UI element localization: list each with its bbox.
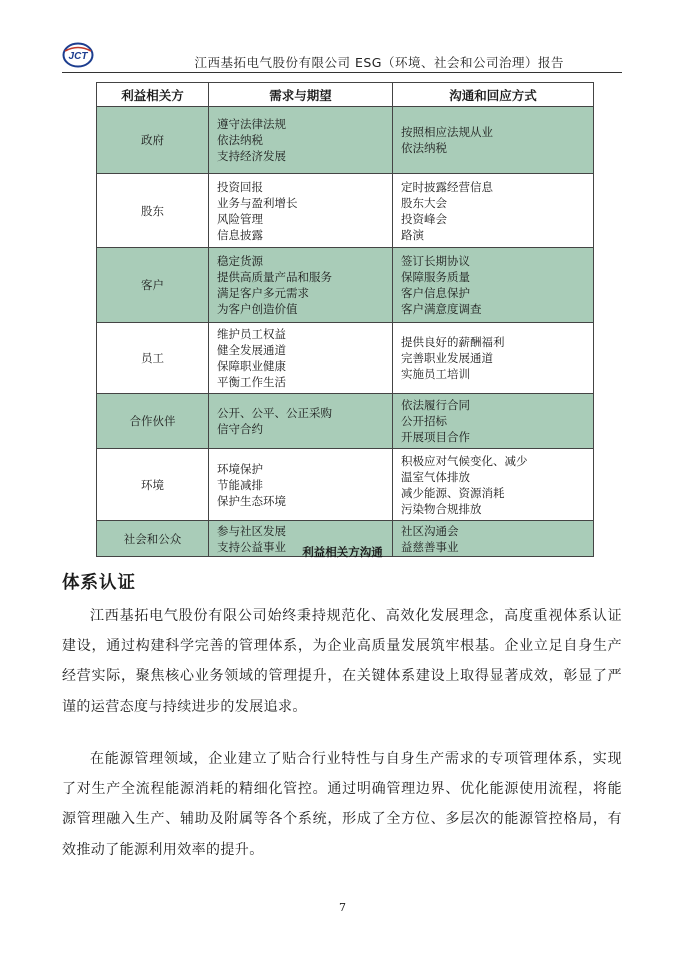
stakeholder-cell: 合作伙伴 (97, 394, 209, 449)
company-logo-icon (62, 42, 94, 68)
response-item: 定时披露经营信息 (400, 179, 493, 194)
table-row (97, 248, 594, 323)
table-caption: 利益相关方沟通 (302, 545, 383, 559)
table-row (97, 394, 594, 449)
page-header (62, 44, 622, 73)
response-item: 依法履行合同 (400, 398, 470, 412)
response-item: 按照相应法规从业 (400, 125, 493, 139)
response-cell (392, 449, 593, 521)
need-item: 健全发展通道 (217, 343, 286, 357)
response-item: 温室气体排放 (400, 469, 470, 484)
response-item: 积极应对气候变化、减少 (400, 453, 528, 468)
response-item: 客户信息保护 (400, 286, 470, 300)
need-item: 环境保护 (217, 461, 263, 476)
stakeholder-cell: 股东 (97, 174, 209, 248)
response-item: 完善职业发展通道 (400, 351, 493, 365)
table-row (97, 323, 594, 394)
need-item: 节能减排 (217, 477, 263, 492)
response-item: 保障服务质量 (400, 270, 470, 284)
need-item: 支持经济发展 (217, 149, 286, 163)
stakeholder-cell: 社会和公众 (97, 521, 209, 557)
response-cell (392, 174, 593, 248)
body-paragraph: 在能源管理领域，企业建立了贴合行业特性与自身生产需求的专项管理体系，实现了对生产全流程能源消耗的精细化管控。通过明确管理边界、优化能源使用流程，将能源管理融入生产、辅助及附属等各个系统，形成了全方位、多层次的能源管控格局，有效推动了能源利用效率的提升。 (62, 751, 622, 858)
response-item: 公开招标 (400, 414, 447, 428)
stakeholder-cell: 环境 (97, 449, 209, 521)
header-title: 江西基拓电气股份有限公司 ESG（环境、社会和公司治理）报告 (194, 55, 564, 70)
response-cell (392, 248, 593, 323)
needs-cell (209, 449, 393, 521)
column-header: 沟通和回应方式 (392, 83, 593, 107)
table-row (97, 174, 594, 248)
need-item: 稳定货源 (217, 254, 263, 268)
need-item: 依法纳税 (217, 133, 263, 147)
page-number: 7 (339, 901, 346, 914)
needs-cell (209, 107, 393, 174)
needs-cell (209, 174, 393, 248)
need-item: 保障职业健康 (217, 359, 286, 373)
table-row (97, 107, 594, 174)
need-item: 信息披露 (217, 227, 263, 242)
stakeholder-cell: 员工 (97, 323, 209, 394)
section-title: 体系认证 (62, 573, 136, 593)
response-cell (392, 107, 593, 174)
response-item: 开展项目合作 (400, 430, 470, 444)
need-item: 参与社区发展 (217, 523, 286, 538)
response-item: 签订长期协议 (400, 254, 470, 268)
need-item: 为客户创造价值 (217, 302, 298, 316)
response-item: 依法纳税 (400, 141, 447, 155)
company-logo (62, 42, 94, 68)
need-item: 投资回报 (217, 179, 263, 194)
response-item: 社区沟通会 (400, 523, 459, 538)
table-row (97, 449, 594, 521)
logo-text: JCT (68, 51, 88, 62)
response-item: 投资峰会 (400, 211, 447, 226)
response-item: 实施员工培训 (400, 367, 470, 381)
column-header: 利益相关方 (97, 83, 209, 107)
needs-cell (209, 323, 393, 394)
need-item: 风险管理 (217, 211, 263, 226)
response-item: 益慈善事业 (400, 539, 459, 554)
need-item: 维护员工权益 (217, 327, 286, 341)
need-item: 信守合约 (217, 422, 263, 436)
response-item: 污染物合规排放 (400, 501, 482, 516)
column-header: 需求与期望 (209, 83, 393, 107)
need-item: 遵守法律法规 (217, 117, 286, 131)
response-item: 减少能源、资源消耗 (400, 485, 505, 500)
need-item: 提供高质量产品和服务 (217, 270, 332, 284)
need-item: 公开、公平、公正采购 (217, 406, 332, 420)
response-item: 路演 (400, 227, 424, 242)
need-item: 满足客户多元需求 (217, 286, 309, 300)
need-item: 平衡工作生活 (217, 375, 286, 389)
body-paragraph: 江西基拓电气股份有限公司始终秉持规范化、高效化发展理念，高度重视体系认证建设，通过构建科学完善的管理体系，为企业高质量发展筑牢根基。企业立足自身生产经营实际，聚焦核心业务领域的管理提升，在关键体系建设上取得显著成效，彰显了严谨的运营态度与持续进步的发展追求。 (62, 608, 622, 715)
response-cell (392, 323, 593, 394)
need-item: 保护生态环境 (217, 493, 286, 508)
need-item: 业务与盈利增长 (217, 195, 298, 210)
response-item: 客户满意度调查 (400, 302, 482, 316)
response-cell (392, 394, 593, 449)
table-header-row (97, 83, 594, 107)
stakeholder-cell: 客户 (97, 248, 209, 323)
response-item: 提供良好的薪酬福利 (400, 335, 505, 349)
response-item: 股东大会 (400, 195, 447, 210)
stakeholder-cell: 政府 (97, 107, 209, 174)
stakeholder-table (96, 82, 594, 557)
needs-cell (209, 248, 393, 323)
need-item: 支持公益事业 (217, 539, 286, 554)
needs-cell (209, 394, 393, 449)
